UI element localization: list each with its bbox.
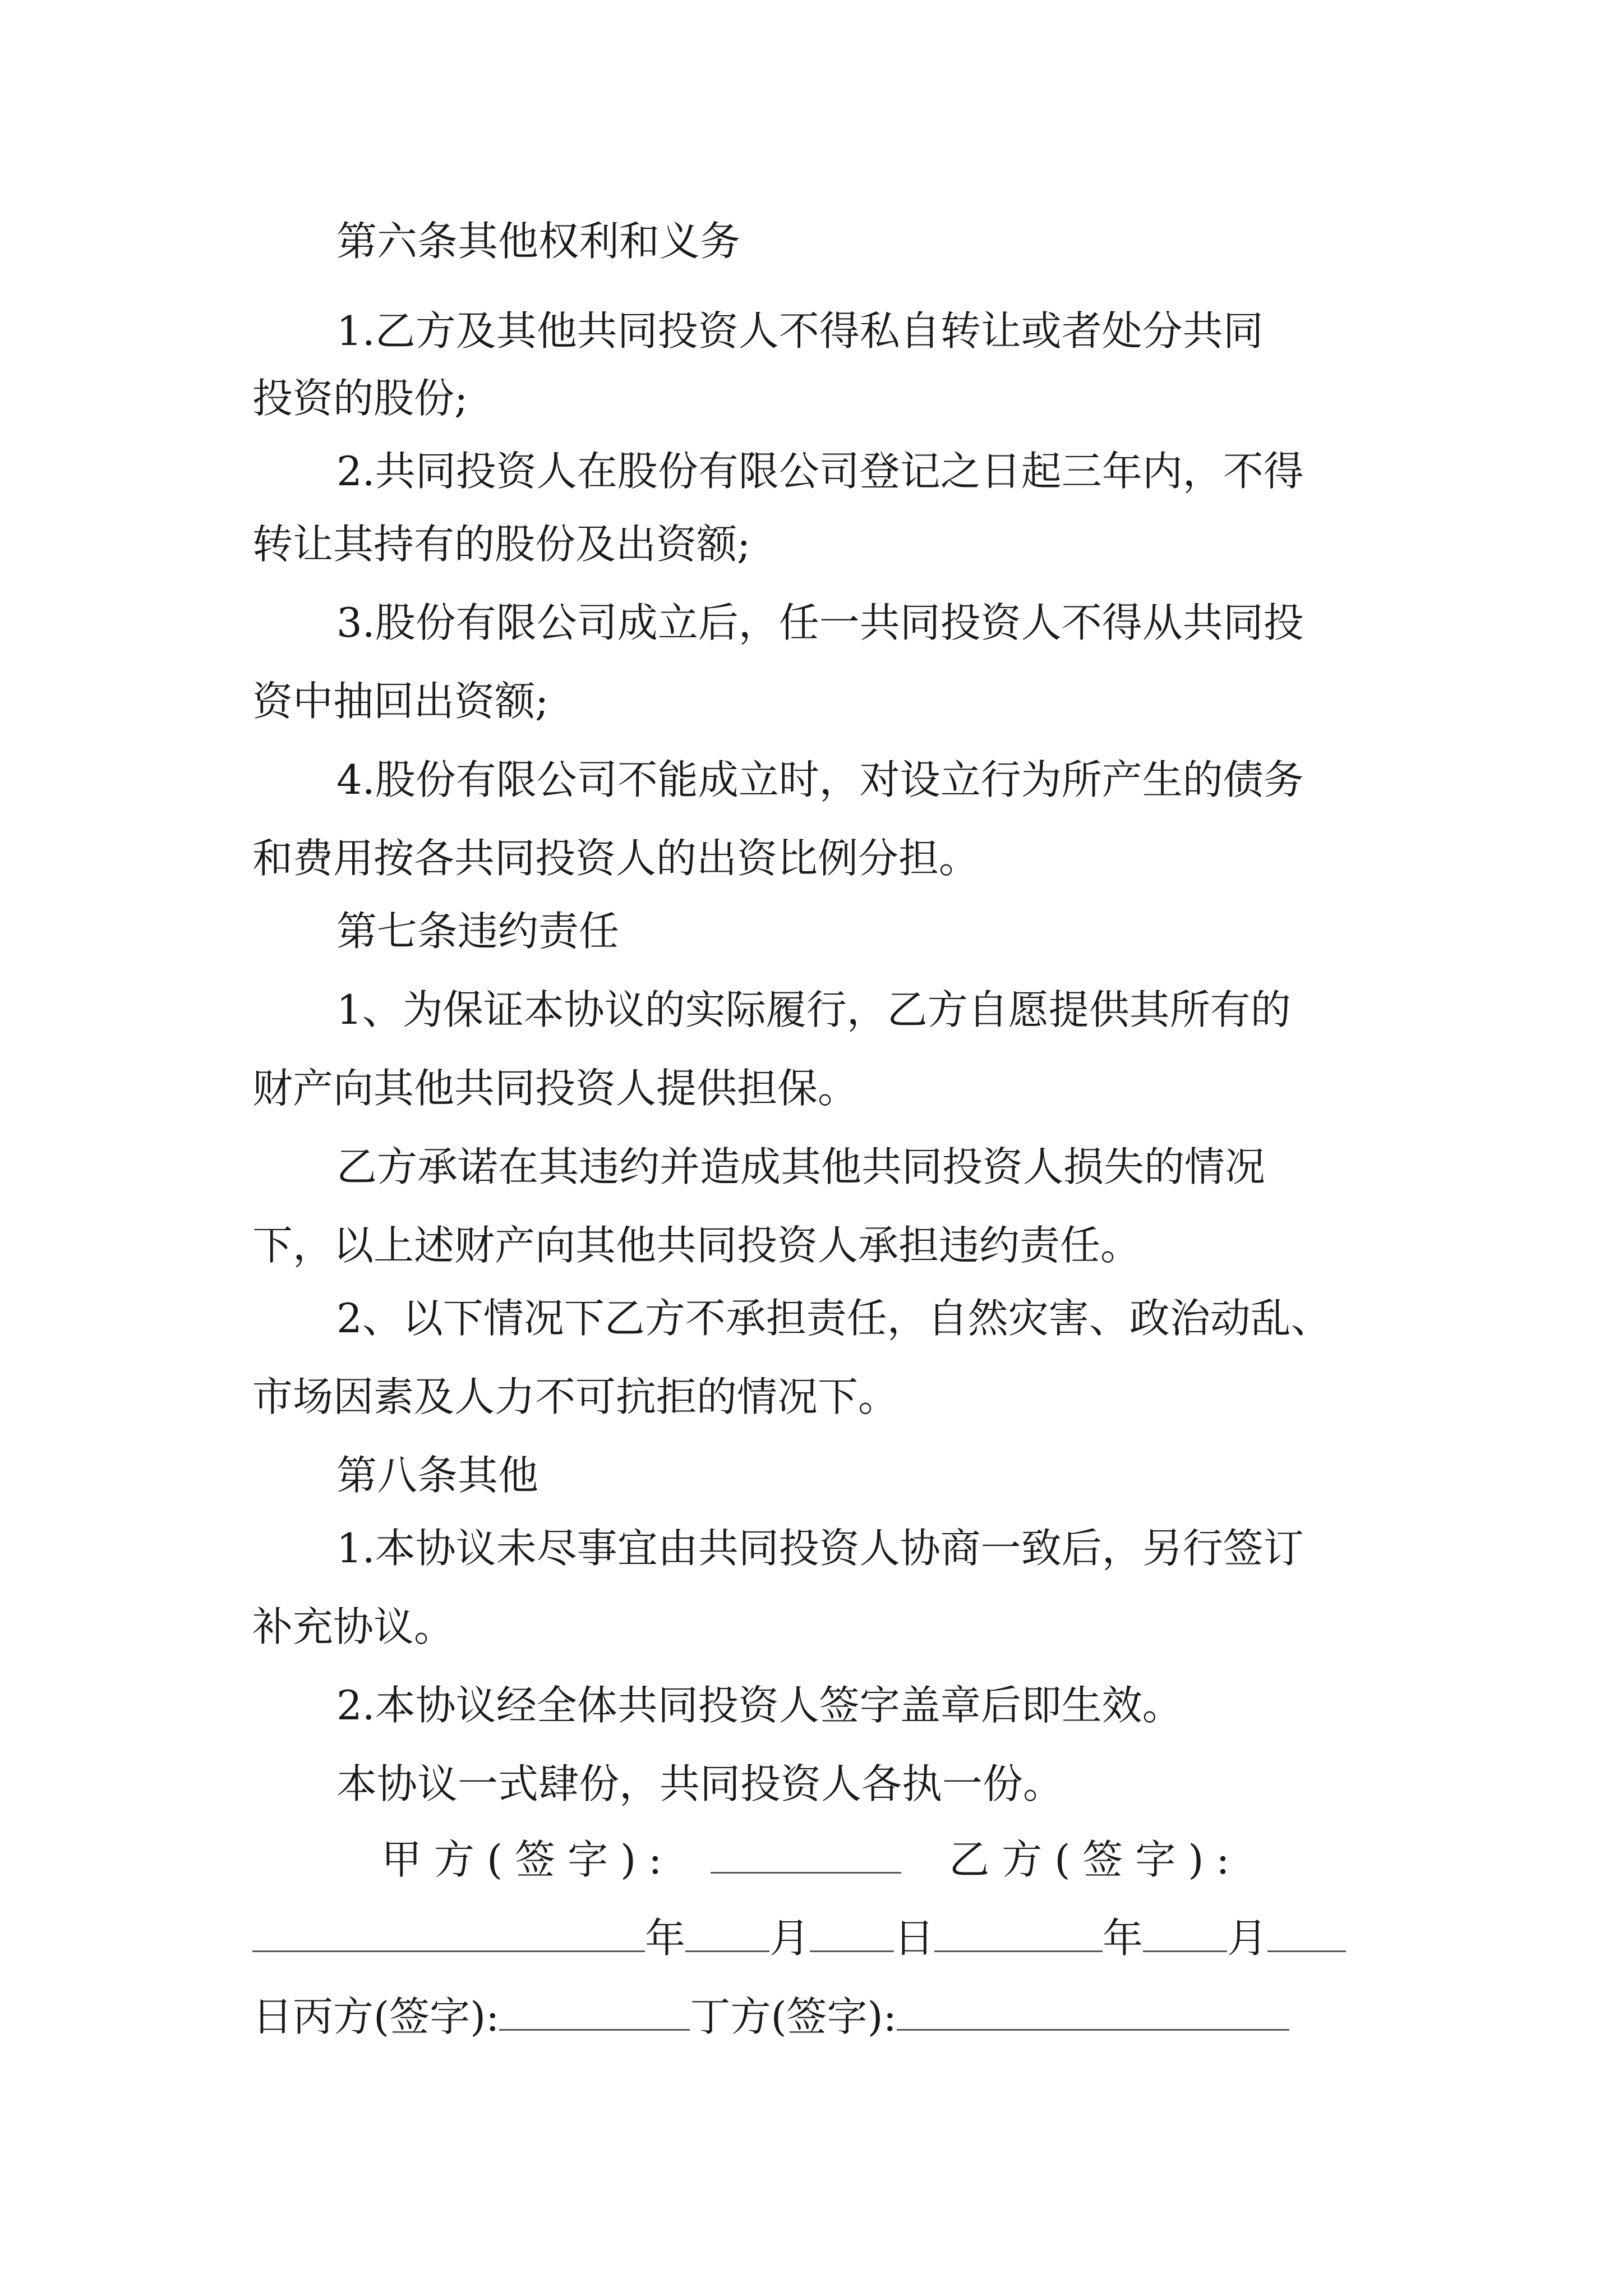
- paragraph-line: 1、为保证本协议的实际履行，乙方自愿提供其所有的: [336, 986, 1291, 1033]
- section-heading-7: 第七条违约责任: [336, 908, 620, 955]
- month-label: 月: [769, 1915, 810, 1962]
- section-heading-8: 第八条其他: [336, 1452, 539, 1499]
- paragraph-line: 市场因素及人力不可抗拒的情况下。: [252, 1373, 899, 1420]
- paragraph-line: 补充协议。: [252, 1603, 455, 1650]
- paragraph-line: 财产向其他共同投资人提供担保。: [252, 1065, 859, 1112]
- paragraph-line: 3.股份有限公司成立后，任一共同投资人不得从共同投: [336, 599, 1304, 646]
- blank-line: [685, 1917, 769, 1952]
- party-d-label: 丁方(签字):: [690, 1993, 897, 2040]
- signature-row-3: [252, 1983, 1388, 2050]
- party-b-label: 乙方(签字):: [949, 1836, 1242, 1883]
- party-a-label: 甲方(签字):: [381, 1836, 675, 1883]
- blank-line: [252, 1917, 645, 1952]
- paragraph-line: 下，以上述财产向其他共同投资人承担违约责任。: [252, 1222, 1141, 1269]
- paragraph-line: 转让其持有的股份及出资额;: [252, 521, 751, 568]
- paragraph-line: 和费用按各共同投资人的出资比例分担。: [252, 835, 980, 882]
- paragraph-line: 1.本协议未尽事宜由共同投资人协商一致后，另行签订: [336, 1525, 1304, 1572]
- blank-line: [1267, 1917, 1346, 1952]
- paragraph-line: 本协议一式肆份，共同投资人各执一份。: [336, 1760, 1064, 1807]
- year-label: 年: [1103, 1915, 1144, 1962]
- paragraph-line: 资中抽回出资额;: [252, 678, 549, 725]
- section-heading-6: 第六条其他权利和义务: [336, 218, 741, 265]
- party-d-signature-blank: [897, 1995, 1289, 2031]
- paragraph-line: 4.股份有限公司不能成立时，对设立行为所产生的债务: [336, 756, 1304, 803]
- paragraph-line: 2、以下情况下乙方不承担责任，自然灾害、政治动乱、: [336, 1295, 1331, 1342]
- paragraph-line: 2.共同投资人在股份有限公司登记之日起三年内，不得: [336, 448, 1304, 495]
- party-a-signature-blank: [711, 1838, 901, 1874]
- blank-line: [1143, 1917, 1227, 1952]
- blank-line: [934, 1917, 1103, 1952]
- month-label: 月: [1227, 1915, 1268, 1962]
- party-c-label: 日丙方(签字):: [252, 1993, 500, 2040]
- paragraph-line: 投资的股份;: [252, 375, 468, 422]
- day-label: 日: [894, 1915, 935, 1962]
- signature-row-1: [381, 1826, 1388, 1893]
- year-label: 年: [645, 1915, 686, 1962]
- paragraph-line: 1.乙方及其他共同投资人不得私自转让或者处分共同: [336, 307, 1264, 355]
- paragraph-line: 2.本协议经全体共同投资人签字盖章后即生效。: [336, 1682, 1183, 1729]
- signature-row-2: [252, 1904, 1388, 1972]
- party-c-signature-blank: [499, 1995, 690, 2031]
- blank-line: [810, 1917, 894, 1952]
- paragraph-line: 乙方承诺在其违约并造成其他共同投资人损失的情况: [336, 1143, 1266, 1190]
